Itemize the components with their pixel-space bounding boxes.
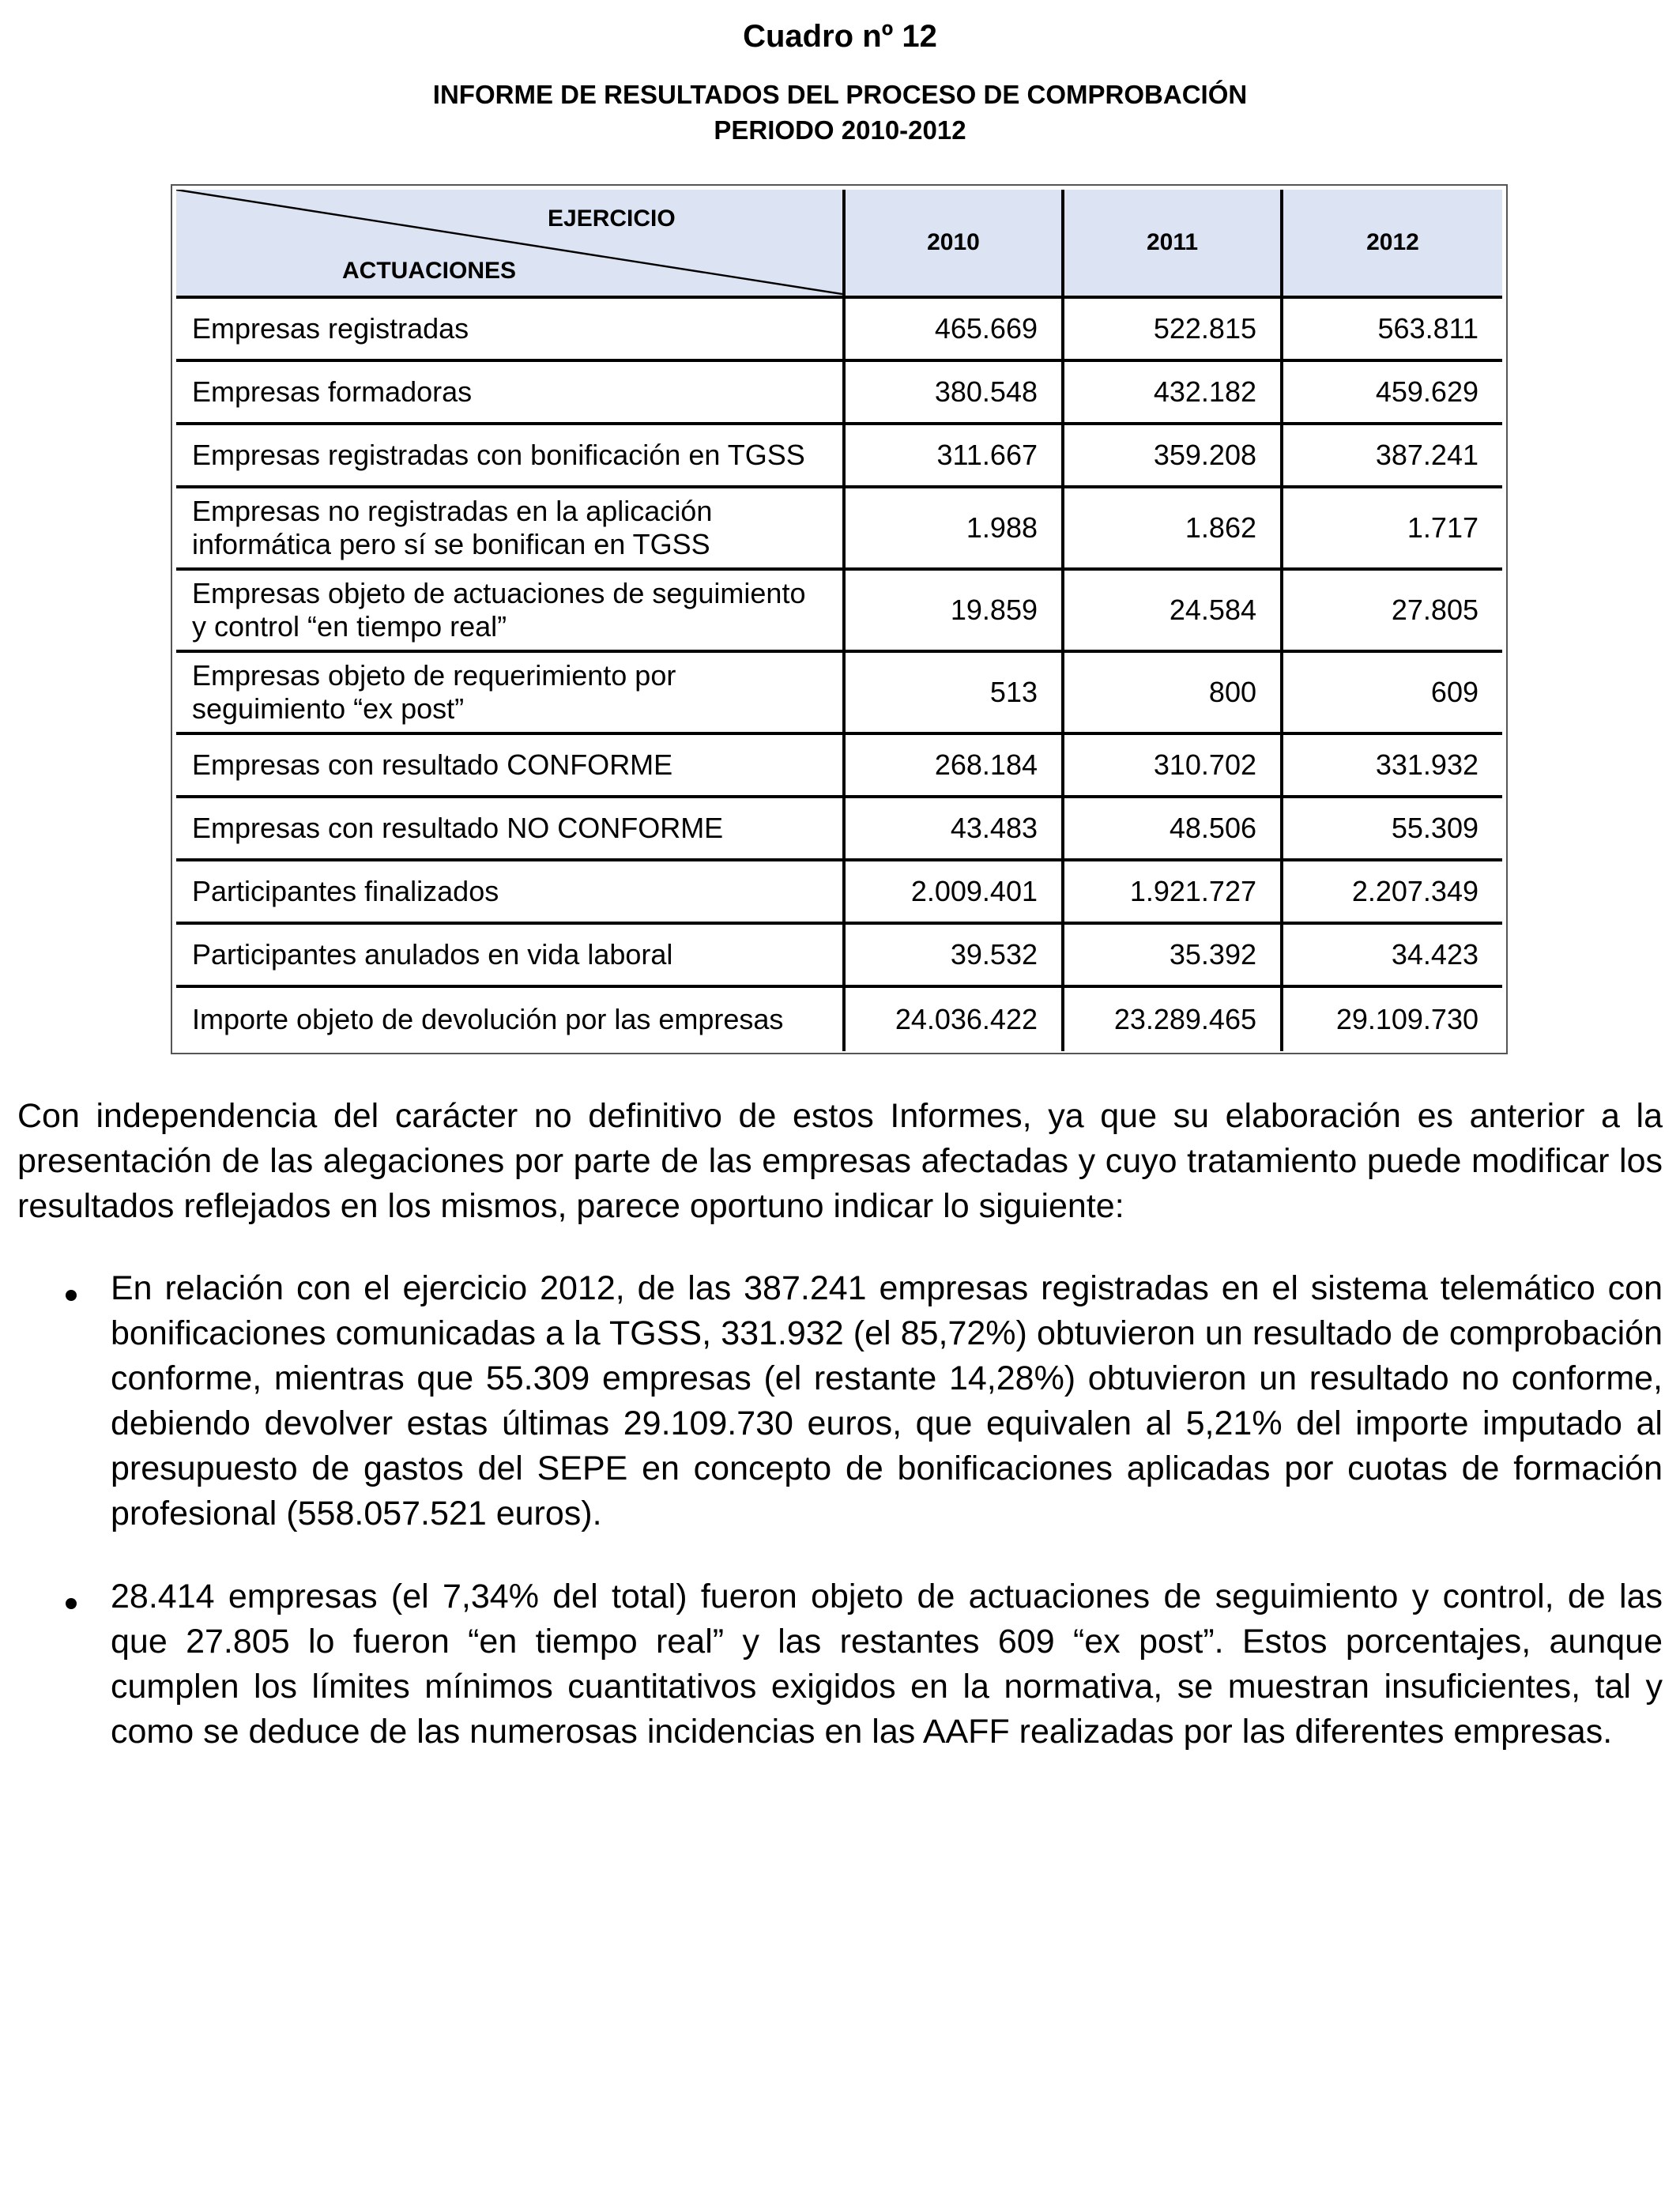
value-2011: 359.208 xyxy=(1064,425,1283,488)
table-caption-period: PERIODO 2010-2012 xyxy=(714,115,966,145)
value-2011: 48.506 xyxy=(1064,798,1283,861)
value-2012: 459.629 xyxy=(1283,362,1502,425)
value-2012: 29.109.730 xyxy=(1335,1003,1478,1035)
row-label-line1: Empresas objeto de requerimiento por xyxy=(192,659,676,692)
table-row xyxy=(176,299,1502,362)
value-2011: 310.702 xyxy=(1064,735,1283,798)
header-year-2011: 2011 xyxy=(1064,190,1283,299)
value-2011: 800 xyxy=(1064,653,1283,735)
table-caption-subtitle: INFORME DE RESULTADOS DEL PROCESO DE COMPROBACIÓN xyxy=(432,80,1248,109)
results-table xyxy=(176,190,1502,1051)
table-row xyxy=(176,571,1502,653)
table-row xyxy=(176,425,1502,488)
table-row xyxy=(176,735,1502,798)
diagonal-header-cell xyxy=(176,190,846,299)
table-row xyxy=(176,362,1502,425)
row-label xyxy=(176,653,846,735)
value-2012: 563.811 xyxy=(1283,299,1502,362)
row-label: Empresas registradas xyxy=(176,299,846,362)
header-ejercicio: EJERCICIO xyxy=(548,205,676,232)
table-caption-title: Cuadro nº 12 xyxy=(743,19,937,54)
row-label-line1: Empresas no registradas en la aplicación xyxy=(192,495,713,527)
value-2011: 1.921.727 xyxy=(1064,861,1283,925)
value-2010: 2.009.401 xyxy=(846,861,1064,925)
table-row xyxy=(176,488,1502,571)
bullet-paragraph-1: En relación con el ejercicio 2012, de las 387.241 empresas registradas en el sistema telemático con bonificaciones comunicadas a la TGSS, 331.932 (el 85,72%) obtuvieron un resultado de comprobación conforme, mientras que 55.309 empresas (el restante 14,28%) obtuvieron un resultado no conforme, debiendo devolver estas últimas 29.109.730 euros, que equivalen al 5,21% del importe imputado al presupuesto de gastos del SEPE en concepto de bonificaciones aplicadas por cuotas de formación profesional (558.057.521 euros). xyxy=(111,1269,1663,1532)
intro-paragraph: Con independencia del carácter no definitivo de estos Informes, ya que su elaboración es anterior a la presentación de las alegaciones por parte de las empresas afectadas y cuyo tratamiento puede modificar los resultados reflejados en los mismos, parece oportuno indicar lo siguiente: xyxy=(17,1097,1663,1225)
results-table-frame xyxy=(171,184,1508,1054)
value-2010: 380.548 xyxy=(846,362,1064,425)
value-2011: 522.815 xyxy=(1064,299,1283,362)
row-label: Empresas con resultado NO CONFORME xyxy=(176,798,846,861)
value-2010: 19.859 xyxy=(846,571,1064,653)
table-row xyxy=(176,798,1502,861)
value-2012: 1.717 xyxy=(1283,488,1502,571)
bullet-paragraph-2: 28.414 empresas (el 7,34% del total) fueron objeto de actuaciones de seguimiento y control, de las que 27.805 lo fueron “en tiempo real” y las restantes 609 “ex post”. Estos porcentajes, aunque cumplen los límites mínimos cuantitativos exigidos en la normativa, se muestran insuficientes, tal y como se deduce de las numerosas incidencias en las AAFF realizadas por las diferentes empresas. xyxy=(111,1578,1663,1751)
value-2012: 609 xyxy=(1283,653,1502,735)
table-row xyxy=(176,861,1502,925)
row-label-line2: informática pero sí se bonifican en TGSS xyxy=(192,528,710,560)
row-label-line2: seguimiento “ex post” xyxy=(192,692,465,725)
bullet-icon xyxy=(66,1598,77,1609)
value-2012: 27.805 xyxy=(1283,571,1502,653)
value-2011: 1.862 xyxy=(1064,488,1283,571)
value-2011: 432.182 xyxy=(1064,362,1283,425)
value-2010: 39.532 xyxy=(846,925,1064,988)
table-header-row xyxy=(176,190,1502,299)
value-2012: 331.932 xyxy=(1283,735,1502,798)
value-2012: 2.207.349 xyxy=(1283,861,1502,925)
value-2011: 24.584 xyxy=(1064,571,1283,653)
value-2010: 1.988 xyxy=(846,488,1064,571)
header-year-2010: 2010 xyxy=(846,190,1064,299)
row-label-line1: Empresas objeto de actuaciones de seguimiento xyxy=(192,577,806,609)
table-row xyxy=(176,925,1502,988)
value-2012: 34.423 xyxy=(1283,925,1502,988)
row-label-line2: y control “en tiempo real” xyxy=(192,610,507,643)
header-actuaciones: ACTUACIONES xyxy=(342,258,517,284)
table-row xyxy=(176,653,1502,735)
value-2011: 23.289.465 xyxy=(1064,988,1283,1051)
value-2011: 35.392 xyxy=(1064,925,1283,988)
value-2012: 55.309 xyxy=(1283,798,1502,861)
value-2010: 24.036.422 xyxy=(846,988,1064,1051)
value-2010: 43.483 xyxy=(846,798,1064,861)
row-label: Participantes finalizados xyxy=(176,861,846,925)
value-2010: 268.184 xyxy=(846,735,1064,798)
header-year-2012: 2012 xyxy=(1283,190,1502,299)
value-2010: 311.667 xyxy=(846,425,1064,488)
row-label: Empresas formadoras xyxy=(176,362,846,425)
row-label: Empresas con resultado CONFORME xyxy=(176,735,846,798)
row-label: Importe objeto de devolución por las empresas xyxy=(176,988,846,1051)
row-label xyxy=(176,488,846,571)
value-2012: 387.241 xyxy=(1283,425,1502,488)
bullet-icon xyxy=(66,1290,77,1301)
row-label xyxy=(176,571,846,653)
table-row xyxy=(176,988,1502,1051)
value-2010: 465.669 xyxy=(846,299,1064,362)
row-label: Empresas registradas con bonificación en TGSS xyxy=(176,425,846,488)
value-2010: 513 xyxy=(846,653,1064,735)
row-label: Participantes anulados en vida laboral xyxy=(176,925,846,988)
